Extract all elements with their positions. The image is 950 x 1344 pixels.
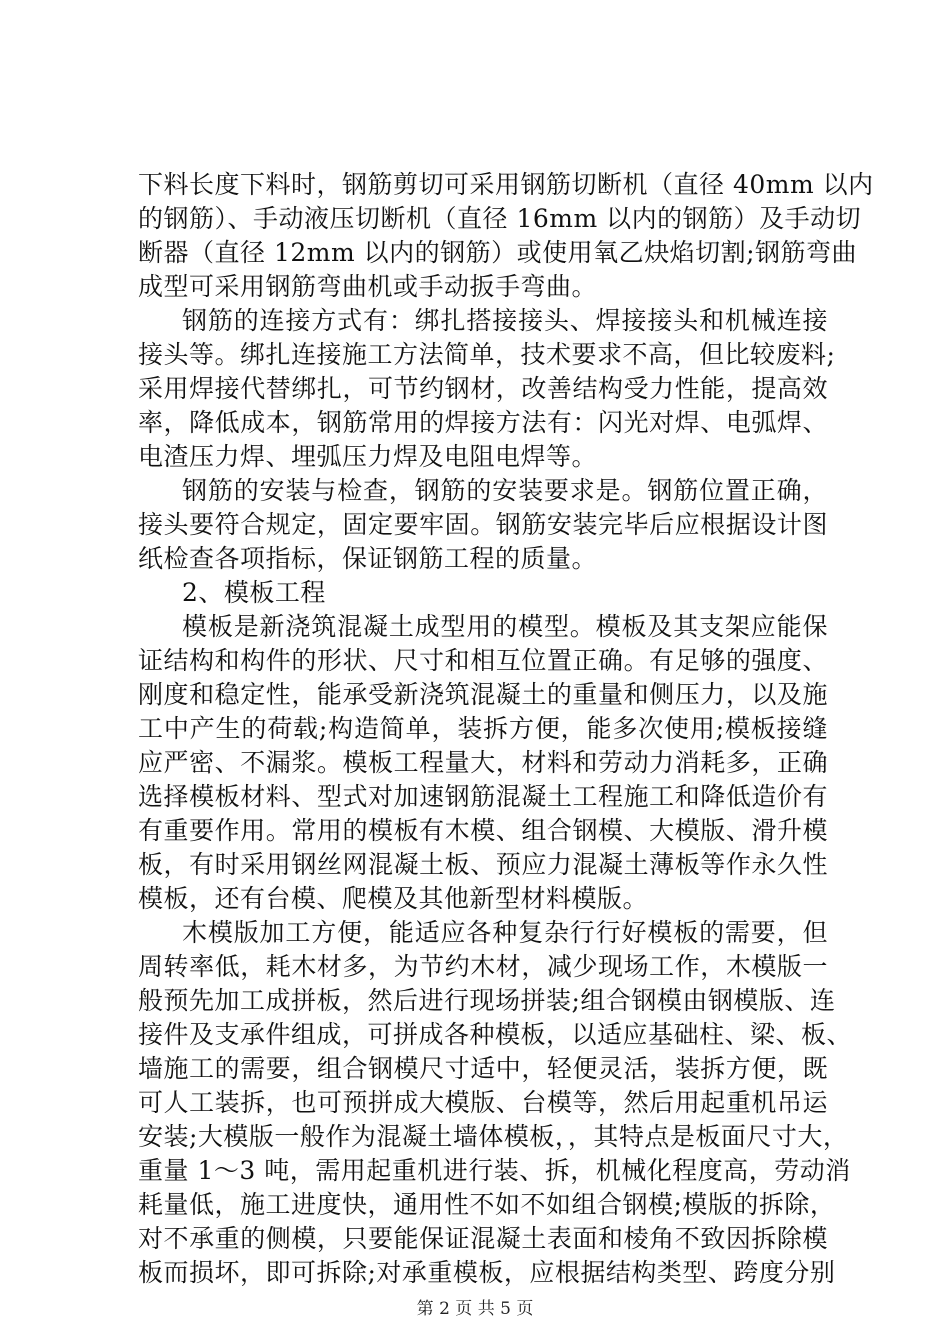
text-line: 纸检查各项指标，保证钢筋工程的质量。 [138,544,598,573]
section-heading-formwork [138,576,828,610]
text-line: 成型可采用钢筋弯曲机或手动扳手弯曲。 [138,272,598,301]
text-line: 工中产生的荷载;构造简单，装拆方便，能多次使用;模板接缝 [138,714,828,743]
text-line: 般预先加工成拼板，然后进行现场拼装;组合钢模由钢模版、连 [138,986,836,1015]
text-line: 钢筋的连接方式有：绑扎搭接接头、焊接接头和机械连接 [182,306,828,335]
text-line: 断器（直径 12mm 以内的钢筋）或使用氧乙炔焰切割;钢筋弯曲 [138,238,858,267]
paragraph-rebar-connection [138,304,836,474]
text-line: 周转率低，耗木材多，为节约木材，减少现场工作，木模版一 [138,952,828,981]
text-line: 应严密、不漏浆。模板工程量大，材料和劳动力消耗多，正确 [138,748,828,777]
text-line: 耗量低，施工进度快，通用性不如不如组合钢模;模版的拆除， [138,1190,836,1219]
text-line: 接头要符合规定，固定要牢固。钢筋安装完毕后应根据设计图 [138,510,828,539]
text-line: 模板，还有台模、爬模及其他新型材料模版。 [138,884,649,913]
document-body [138,168,874,1290]
text-line: 接头等。绑扎连接施工方法简单，技术要求不高，但比较废料; [138,340,836,369]
text-line: 可人工装拆，也可预拼成大模版、台模等，然后用起重机吊运 [138,1088,828,1117]
text-line: 的钢筋）、手动液压切断机（直径 16mm 以内的钢筋）及手动切 [138,204,862,233]
text-line: 模板是新浇筑混凝土成型用的模型。模板及其支架应能保 [182,612,828,641]
text-line: 钢筋的安装与检查，钢筋的安装要求是。钢筋位置正确， [182,476,828,505]
page-number: 第 2 页 共 5 页 [416,1299,534,1319]
text-line: 电渣压力焊、埋弧压力焊及电阻电焊等。 [138,442,598,471]
page-footer [0,1298,950,1320]
paragraph-formwork-types [138,916,853,1290]
paragraph-rebar-installation [138,474,828,576]
text-line: 采用焊接代替绑扎，可节约钢材，改善结构受力性能，提高效 [138,374,828,403]
text-line: 证结构和构件的形状、尺寸和相互位置正确。有足够的强度、 [138,646,828,675]
text-line: 重量 1～3 吨，需用起重机进行装、拆，机械化程度高，劳动消 [138,1156,851,1185]
text-line: 木模版加工方便，能适应各种复杂行行好模板的需要，但 [182,918,828,947]
text-line: 下料长度下料时，钢筋剪切可采用钢筋切断机（直径 40mm 以内 [138,170,874,199]
paragraph-rebar-cutting [138,168,874,304]
text-line: 板而损坏，即可拆除;对承重模板，应根据结构类型、跨度分别 [138,1258,836,1287]
text-line: 板，有时采用钢丝网混凝土板、预应力混凝土薄板等作永久性 [138,850,828,879]
text-line: 有重要作用。常用的模板有木模、组合钢模、大模版、滑升模 [138,816,828,845]
text-line: 刚度和稳定性，能承受新浇筑混凝土的重量和侧压力，以及施 [138,680,828,709]
text-line: 对不承重的侧模，只要能保证混凝土表面和棱角不致因拆除模 [138,1224,828,1253]
text-line: 墙施工的需要，组合钢模尺寸适中，轻便灵活，装拆方便，既 [138,1054,828,1083]
text-line: 安装;大模版一般作为混凝土墙体模板，，其特点是板面尺寸大， [138,1122,849,1151]
text-line: 接件及支承件组成，可拼成各种模板，以适应基础柱、梁、板、 [138,1020,853,1049]
section-heading: 2、模板工程 [182,578,326,607]
paragraph-formwork-intro [138,610,828,916]
text-line: 选择模板材料、型式对加速钢筋混凝土工程施工和降低造价有 [138,782,828,811]
text-line: 率，降低成本，钢筋常用的焊接方法有：闪光对焊、电弧焊、 [138,408,828,437]
